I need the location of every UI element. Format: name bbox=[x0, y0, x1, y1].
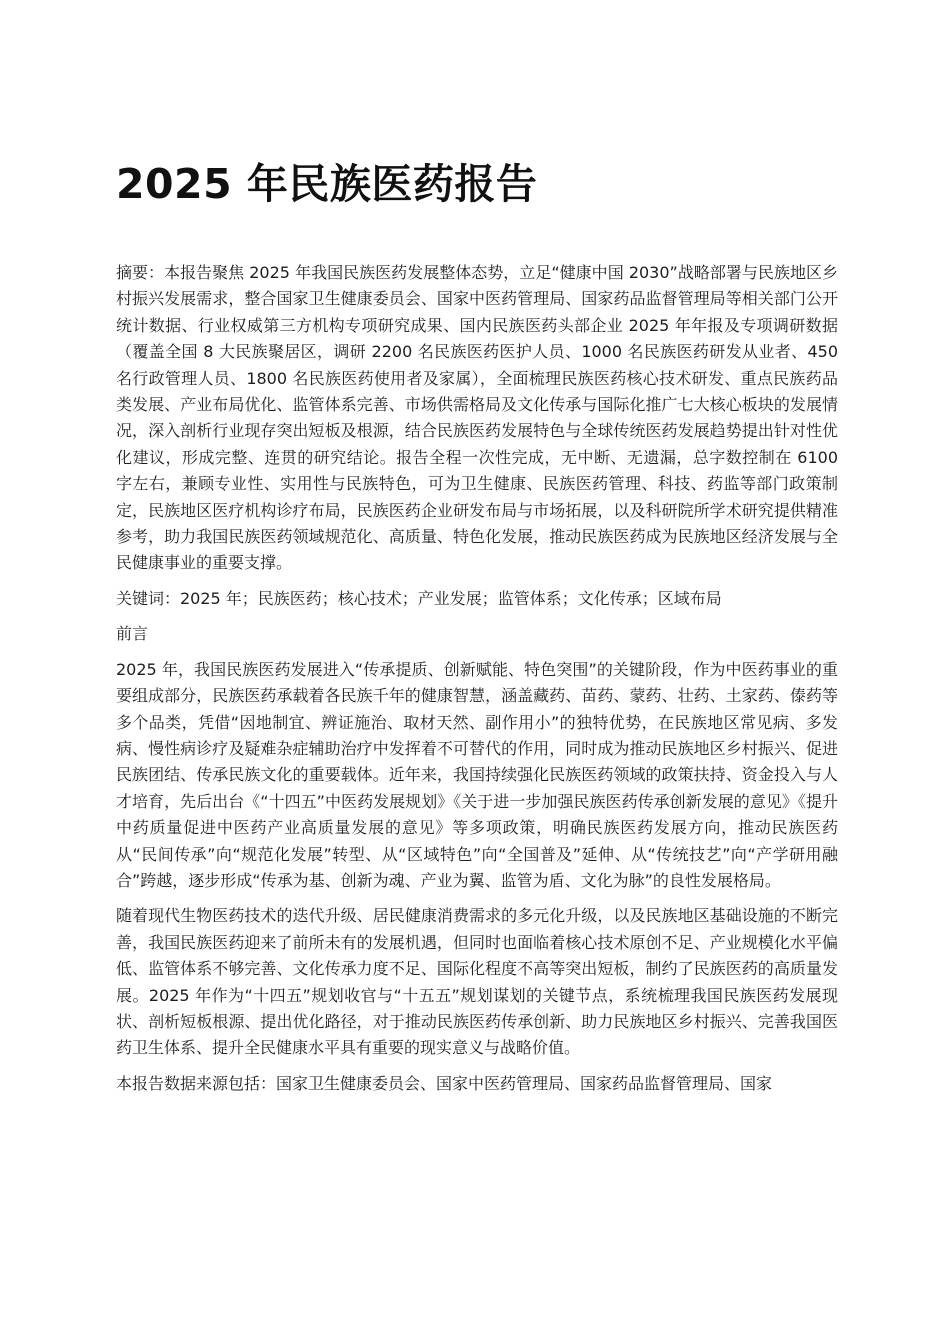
preface-paragraph-1: 2025 年，我国民族医药发展进入“传承提质、创新赋能、特色突围”的关键阶段，作为中医药事业的重要组成部分，民族医药承载着各民族千年的健康智慧，涵盖藏药、苗药、蒙药、壮药、土家药、傣药等多个品类，凭借“因地制宜、辨证施治、取材天然、副作用小”的独特优势，在民族地区常见病、多发病、慢性病诊疗及疑难杂症辅助治疗中发挥着不可替代的作用，同时成为推动民族地区乡村振兴、促进民族团结、传承民族文化的重要载体。近年来，我国持续强化民族医药领域的政策扶持、资金投入与人才培育，先后出台《“十四五”中医药发展规划》《关于进一步加强民族医药传承创新发展的意见》《提升中药质量促进中医药产业高质量发展的意见》等多项政策，明确民族医药发展方向，推动民族医药从“民间传承”向“规范化发展”转型、从“区域特色”向“全国普及”延伸、从“传统技艺”向“产学研用融合”跨越，逐步形成“传承为基、创新为魂、产业为翼、监管为盾、文化为脉”的良性发展格局。 bbox=[116, 659, 838, 890]
document-body bbox=[116, 260, 838, 1106]
preface-paragraph-2: 随着现代生物医药技术的迭代升级、居民健康消费需求的多元化升级，以及民族地区基础设施的不断完善，我国民族医药迎来了前所未有的发展机遇，但同时也面临着核心技术原创不足、产业规模化水平偏低、监管体系不够完善、文化传承力度不足、国际化程度不高等突出短板，制约了民族医药的高质量发展。2025 年作为“十四五”规划收官与“十五五”规划谋划的关键节点，系统梳理我国民族医药发展现状、剖析短板根源、提出优化路径，对于推动民族医药传承创新、助力民族地区乡村振兴、完善我国医药卫生体系、提升全民健康水平具有重要的现实意义与战略价值。 bbox=[116, 906, 838, 1058]
preface-paragraph-3: 本报告数据来源包括：国家卫生健康委员会、国家中医药管理局、国家药品监督管理局、国家 bbox=[116, 1073, 773, 1093]
preface-heading: 前言 bbox=[116, 624, 149, 644]
abstract-paragraph: 摘要：本报告聚焦 2025 年我国民族医药发展整体态势，立足“健康中国 2030”战略部署与民族地区乡村振兴发展需求，整合国家卫生健康委员会、国家中医药管理局、国家药品监督管理局等相关部门公开统计数据、行业权威第三方机构专项研究成果、国内民族医药头部企业 2025 年年报及专项调研数据（覆盖全国 8 大民族聚居区，调研 2200 名民族医药医护人员、1000 名民族医药研发从业者、450 名行政管理人员、1800 名民族医药使用者及家属），全面梳理民族医药核心技术研发、重点民族药品类发展、产业布局优化、监管体系完善、市场供需格局及文化传承与国际化推广七大核心板块的发展情况，深入剖析行业现存突出短板及根源，结合民族医药发展特色与全球传统医药发展趋势提出针对性优化建议，形成完整、连贯的研究结论。报告全程一次性完成，无中断、无遗漏，总字数控制在 6100 字左右，兼顾专业性、实用性与民族特色，可为卫生健康、民族医药管理、科技、药监等部门政策制定，民族地区医疗机构诊疗布局，民族医药企业研发布局与市场拓展，以及科研院所学术研究提供精准参考，助力我国民族医药领域规范化、高质量、特色化发展，推动民族医药成为民族地区经济发展与全民健康事业的重要支撑。 bbox=[116, 263, 838, 573]
keywords-line: 关键词：2025 年；民族医药；核心技术；产业发展；监管体系；文化传承；区域布局 bbox=[116, 588, 722, 608]
document-title: 2025 年民族医药报告 bbox=[116, 160, 538, 208]
